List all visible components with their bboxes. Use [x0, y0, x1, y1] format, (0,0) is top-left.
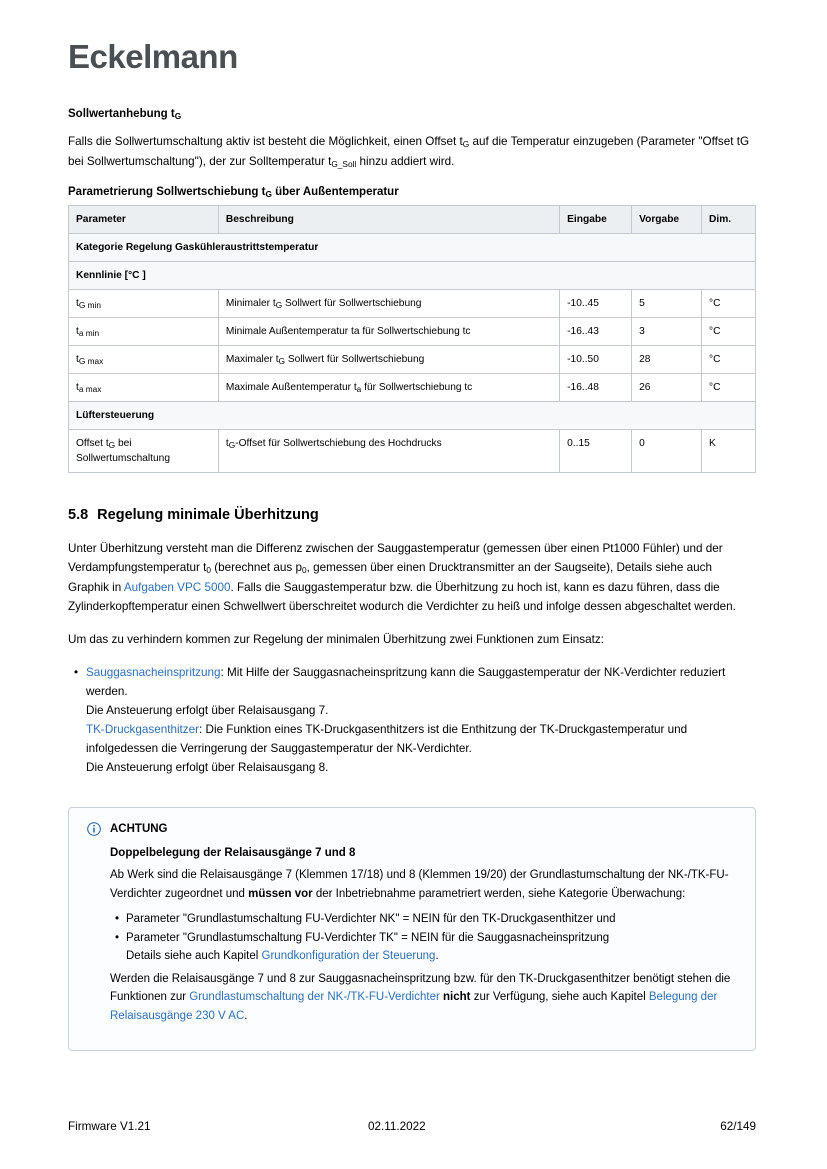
note-paragraph-1 — [110, 866, 737, 903]
list-item — [126, 929, 737, 966]
bullet2-text: : Die Funktion eines TK-Druckgasenthitzers ist die Enthitzung der TK-Druckgastemperatur und infolgedessen die Verringerung der Sauggastemperatur der NK-Verdichter. — [86, 723, 688, 755]
cell-default: 28 — [632, 346, 702, 374]
table-group-row — [69, 234, 756, 262]
table-row — [69, 346, 756, 374]
brand-logo: Eckelmann — [68, 38, 238, 75]
group-label: Kategorie Regelung Gaskühleraustrittstemperatur — [69, 234, 756, 262]
param-tail: bei Sollwertumschaltung — [76, 438, 170, 464]
link-grundlastumschaltung-verdichter[interactable]: Grundlastumschaltung der NK-/TK-FU-Verdichter — [189, 991, 440, 1003]
desc-sub: G — [275, 300, 283, 310]
cell-input: -10..50 — [560, 346, 632, 374]
note-p1-bold: müssen vor — [248, 887, 313, 900]
list-item — [86, 663, 756, 777]
function-list — [68, 663, 756, 777]
table-caption — [68, 186, 756, 198]
cell-default: 26 — [632, 374, 702, 402]
group-label: Lüftersteuerung — [69, 402, 756, 430]
param-name: t — [76, 326, 79, 337]
link-tk-druckgasenthitzer[interactable]: TK-Druckgasenthitzer — [86, 723, 200, 736]
link-aufgaben-vpc-5000[interactable]: Aufgaben VPC 5000 — [123, 581, 231, 594]
note-subtitle: Doppelbelegung der Relaisausgänge 7 und 8 — [110, 847, 356, 859]
paragraph-superheat-definition — [68, 539, 756, 616]
cell-default: 0 — [632, 430, 702, 473]
link-grundkonfiguration-der-steuerung[interactable]: Grundkonfiguration der Steuerung — [261, 950, 436, 962]
table-row — [69, 374, 756, 402]
desc-a: Maximale Außentemperatur t — [225, 382, 357, 393]
cell-parameter — [69, 290, 219, 318]
cell-input: -16..48 — [560, 374, 632, 402]
table-group-row — [69, 262, 756, 290]
desc-sub: a — [356, 384, 362, 394]
cell-default: 5 — [632, 290, 702, 318]
cell-input: -16..43 — [560, 318, 632, 346]
section-title: Regelung minimale Überhitzung — [97, 507, 319, 523]
desc-tail: -Offset für Sollwertschiebung des Hochdrucks — [235, 438, 442, 449]
table-head — [69, 206, 756, 234]
para-sub-gsoll: G_Soll — [331, 159, 357, 169]
p1-sub-p0: 0 — [301, 565, 307, 575]
note-p2-b: zur Verfügung, siehe auch Kapitel — [470, 991, 649, 1003]
note-li2-c: . — [435, 950, 439, 962]
col-header-input: Eingabe — [560, 206, 632, 234]
param-name: t — [76, 298, 79, 309]
link-belegung-relaisausgaenge[interactable]: Belegung der Relaisausgänge 230 V AC — [110, 991, 718, 1022]
param-name: Offset t — [76, 438, 109, 449]
note-p2-a: Werden die Relaisausgänge 7 und 8 zur Sauggasnacheinspritzung bzw. für den TK-Druckgasenthitzer benötigt stehen die Funktionen zur — [110, 972, 731, 1003]
p1-d: . Falls die Sauggastemperatur bzw. die Überhitzung zu hoch ist, kann es dazu führen, dass die Zylinderkopftemperatur einen Schwellwert überschreitet wodurch die Verdichter zu heiß und infolge dessen abgeschaltet werden. — [68, 581, 736, 613]
cell-parameter — [69, 318, 219, 346]
table-header-row — [69, 206, 756, 234]
para-part-e: hinzu addiert wird. — [356, 155, 455, 168]
cell-dimension: °C — [702, 346, 756, 374]
param-name: t — [76, 382, 79, 393]
link-sauggasnacheinspritzung[interactable]: Sauggasnacheinspritzung — [86, 666, 221, 679]
cell-description — [218, 430, 559, 473]
page-footer — [68, 1120, 756, 1133]
cell-input: 0..15 — [560, 430, 632, 473]
p1-b: (berechnet aus p — [211, 561, 302, 574]
desc-a: Maximaler t — [225, 354, 279, 365]
desc-a: Minimale Außentemperatur ta für Sollwertschiebung tc — [225, 326, 471, 337]
col-header-dimension: Dim. — [702, 206, 756, 234]
note-paragraph-2 — [110, 970, 737, 1026]
section-heading — [68, 507, 756, 523]
table-caption-sub: G — [265, 189, 272, 199]
table-caption-a: Parametrierung Sollwertschiebung t — [68, 186, 266, 198]
p1-c: , gemessen über einen Drucktransmitter an der Saugseite), Details siehe auch Graphik in — [68, 561, 712, 594]
desc-tail: Sollwert für Sollwertschiebung — [282, 298, 422, 309]
parameter-table — [68, 205, 756, 473]
table-body — [69, 234, 756, 473]
desc-a: Minimaler t — [225, 298, 276, 309]
param-subscript: G — [108, 440, 116, 450]
note-header — [87, 822, 737, 836]
cell-dimension: K — [702, 430, 756, 473]
table-group-row — [69, 402, 756, 430]
cell-dimension: °C — [702, 374, 756, 402]
cell-input: -10..45 — [560, 290, 632, 318]
table-row — [69, 430, 756, 473]
note-p1-b: der Inbetriebnahme parametriert werden, siehe Kategorie Überwachung: — [312, 887, 686, 900]
p1-a: Unter Überhitzung versteht man die Differenz zwischen der Sauggastemperatur (gemessen über einen Pt1000 Fühler) und der Verdampfungstemperatur t — [68, 542, 723, 574]
footer-page-number: 62/149 — [720, 1120, 756, 1133]
subheading-text: Sollwertanhebung t — [68, 108, 175, 120]
desc-tail: Sollwert für Sollwertschiebung — [285, 354, 425, 365]
cell-parameter — [69, 430, 219, 473]
cell-description — [218, 318, 559, 346]
info-icon — [87, 822, 101, 836]
desc-tail: für Sollwertschiebung tc — [361, 382, 473, 393]
cell-dimension: °C — [702, 290, 756, 318]
cell-description — [218, 290, 559, 318]
note-li2-a: Parameter "Grundlastumschaltung FU-Verdichter TK" = NEIN für die Sauggasnacheinspritzung — [126, 931, 610, 944]
note-li2-b: Details siehe auch Kapitel — [126, 950, 262, 962]
col-header-default: Vorgabe — [632, 206, 702, 234]
document-content — [68, 108, 756, 1051]
col-header-description: Beschreibung — [218, 206, 559, 234]
param-subscript: G min — [78, 300, 101, 310]
cell-parameter — [69, 346, 219, 374]
cell-default: 3 — [632, 318, 702, 346]
table-row — [69, 290, 756, 318]
paragraph-setpoint-offset — [68, 132, 756, 172]
footer-firmware: Firmware V1.21 — [68, 1120, 151, 1133]
cell-parameter — [69, 374, 219, 402]
footer-date: 02.11.2022 — [368, 1120, 426, 1133]
subheading-subscript: G — [174, 111, 182, 121]
subheading-setpoint-increase — [68, 108, 756, 120]
bullet2-line2: Die Ansteuerung erfolgt über Relaisausgang 8. — [86, 761, 329, 774]
bullet1-text: : Mit Hilfe der Sauggasnacheinspritzung kann die Sauggastemperatur der NK-Verdichter reduziert werden. — [86, 666, 726, 698]
note-p2-c: . — [244, 1009, 248, 1022]
note-title: ACHTUNG — [110, 823, 168, 835]
desc-sub: G — [278, 356, 285, 366]
para-part-a: Falls die Sollwertumschaltung aktiv ist besteht die Möglichkeit, einen Offset t — [68, 135, 463, 148]
cell-description — [218, 374, 559, 402]
col-header-parameter: Parameter — [69, 206, 219, 234]
p1-sub-t0: 0 — [206, 565, 212, 575]
bullet1-line2: Die Ansteuerung erfolgt über Relaisausgang 7. — [86, 704, 329, 717]
note-bullet-list — [110, 910, 737, 966]
param-subscript: G max — [78, 356, 104, 366]
attention-note-box — [68, 807, 756, 1051]
cell-description — [218, 346, 559, 374]
para-sub-g: G — [462, 139, 470, 149]
desc-a: t — [225, 438, 229, 449]
desc-sub: G — [228, 440, 236, 450]
table-row — [69, 318, 756, 346]
list-item: • Parameter "Grundlastumschaltung FU-Verdichter NK" = NEIN für den TK-Druckgasenthitzer und — [126, 910, 737, 929]
note-p2-bold: nicht — [443, 991, 471, 1003]
note-p1-a: Ab Werk sind die Relaisausgänge 7 (Klemmen 17/18) und 8 (Klemmen 19/20) der Grundlastumschaltung der NK-/TK-FU-Verdichter zugeordnet und — [110, 869, 729, 900]
paragraph-two-functions: Um das zu verhindern kommen zur Regelung der minimalen Überhitzung zwei Funktionen zum Einsatz: — [68, 633, 604, 646]
group-label: Kennlinie [°C ] — [69, 262, 756, 290]
cell-dimension: °C — [702, 318, 756, 346]
section-number: 5.8 — [68, 507, 89, 523]
para-part-c: auf die Temperatur einzugeben (Parameter "Offset tG bei Sollwertumschaltung"), der zur Solltemperatur t — [68, 135, 750, 168]
param-subscript: a max — [78, 384, 102, 394]
table-caption-c: über Außentemperatur — [271, 186, 399, 198]
param-subscript: a min — [78, 328, 100, 338]
note-body — [87, 847, 737, 1025]
param-name: t — [76, 354, 79, 365]
